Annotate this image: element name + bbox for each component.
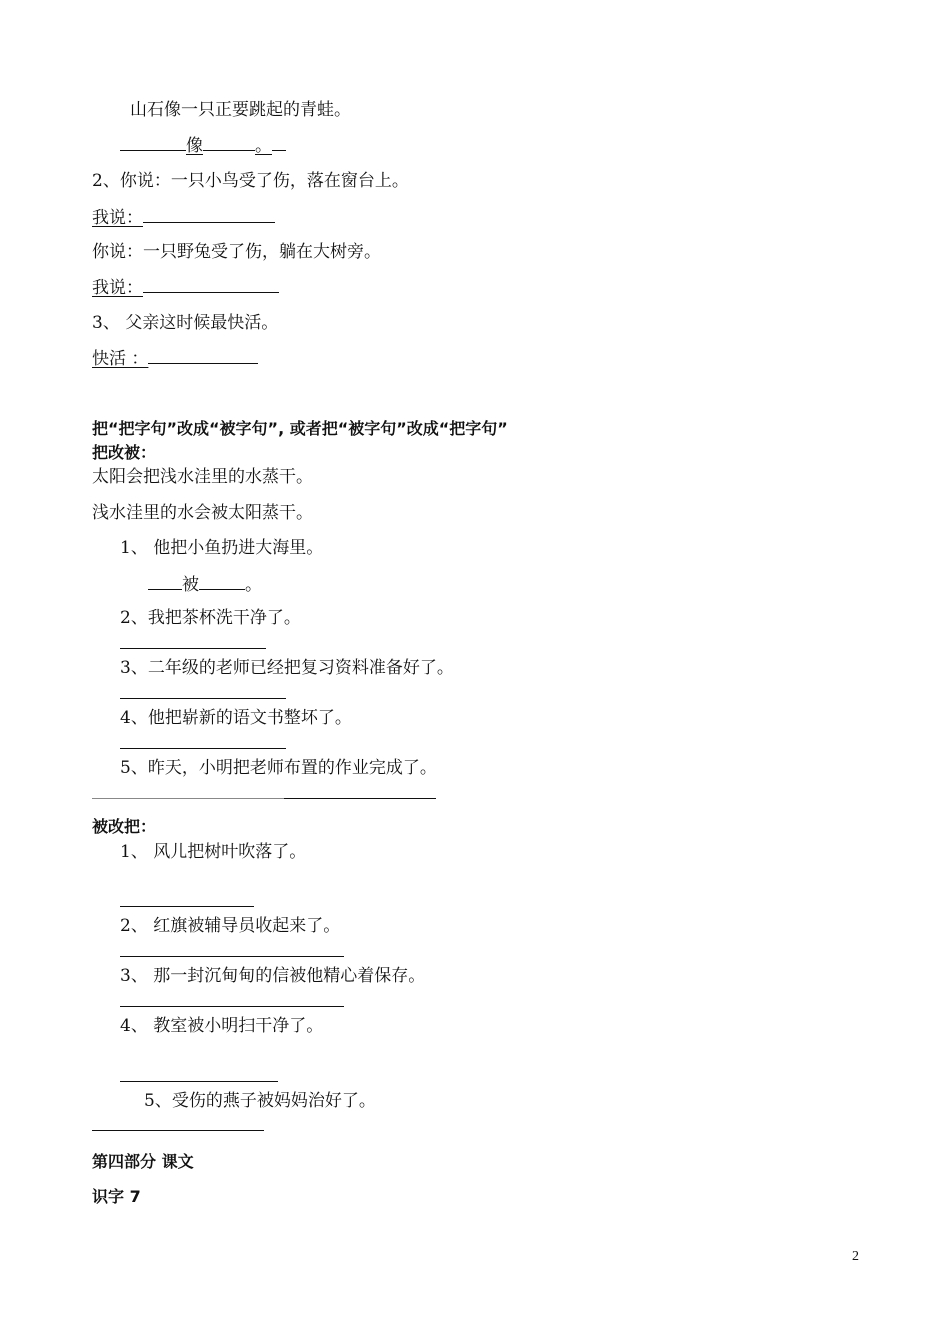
item-bei-4: 4、 教室被小明扫干净了。 xyxy=(120,1016,324,1036)
answer-line[interactable] xyxy=(120,906,254,907)
item-bei-2: 2、 红旗被辅导员收起来了。 xyxy=(120,916,341,936)
lesson-title: 识字 7 xyxy=(92,1187,141,1206)
item-bei-3: 3、 那一封沉甸甸的信被他精心着保存。 xyxy=(120,966,426,986)
question-3: 3、 父亲这时候最快活。 xyxy=(92,313,279,333)
item-ba-4: 4、他把崭新的语文书整坏了。 xyxy=(120,708,352,728)
wo-shuo-line-1 xyxy=(92,206,275,229)
item-ba-2: 2、我把茶杯洗干净了。 xyxy=(120,608,301,628)
item-bei-1: 1、 风儿把树叶吹落了。 xyxy=(120,842,307,862)
answer-line[interactable] xyxy=(120,1081,278,1082)
answer-blank[interactable] xyxy=(148,573,182,590)
answer-line[interactable] xyxy=(284,798,436,799)
answer-line[interactable] xyxy=(120,1006,344,1007)
answer-blank[interactable] xyxy=(143,206,275,223)
item-bei-5: 5、受伤的燕子被妈妈治好了。 xyxy=(144,1091,376,1111)
item-ba-5: 5、昨天，小明把老师布置的作业完成了。 xyxy=(120,758,437,778)
answer-line[interactable] xyxy=(120,698,286,699)
example-sentence: 山石像一只正要跳起的青蛙。 xyxy=(130,100,351,120)
answer-line[interactable] xyxy=(120,748,286,749)
answer-blank[interactable] xyxy=(148,347,258,364)
period: 。 xyxy=(255,136,272,156)
example-ba: 太阳会把浅水洼里的水蒸干。 xyxy=(92,467,313,487)
item-ba-1: 1、 他把小鱼扔进大海里。 xyxy=(120,538,324,558)
bei-word: 被 xyxy=(182,575,199,595)
kuaihuo-label: 快活 ： xyxy=(92,349,149,369)
xiang-word: 像 xyxy=(186,136,203,156)
question-2: 2、你说：一只小鸟受了伤，落在窗台上。 xyxy=(92,171,409,191)
period: 。 xyxy=(245,575,262,595)
answer-blank[interactable] xyxy=(120,134,186,151)
answer-line[interactable] xyxy=(92,1130,264,1131)
section-heading: 把“把字句”改成“被字句”, 或者把“被字句”改成“把字句” xyxy=(92,419,508,438)
answer-blank[interactable] xyxy=(143,276,279,293)
wo-shuo-label: 我说： xyxy=(92,208,143,228)
wo-shuo-line-2 xyxy=(92,276,279,299)
wo-shuo-label: 我说： xyxy=(92,278,143,298)
example-bei: 浅水洼里的水会被太阳蒸干。 xyxy=(92,503,313,523)
subheading-ba-to-bei: 把改被： xyxy=(92,443,157,462)
answer-line[interactable] xyxy=(120,648,266,649)
part-four-heading: 第四部分 课文 xyxy=(92,1152,194,1171)
item-ba-3: 3、二年级的老师已经把复习资料准备好了。 xyxy=(120,658,454,678)
bei-pattern xyxy=(148,573,262,596)
answer-line[interactable] xyxy=(92,798,284,799)
xiang-pattern xyxy=(120,134,286,157)
answer-blank[interactable] xyxy=(272,134,286,151)
answer-blank[interactable] xyxy=(203,134,255,151)
subheading-bei-to-ba: 被改把： xyxy=(92,817,157,836)
page-number: 2 xyxy=(852,1249,859,1264)
answer-line[interactable] xyxy=(120,956,344,957)
kuaihuo-line xyxy=(92,347,258,370)
ni-shuo-2: 你说：一只野兔受了伤，躺在大树旁。 xyxy=(92,242,381,262)
answer-blank[interactable] xyxy=(199,573,245,590)
